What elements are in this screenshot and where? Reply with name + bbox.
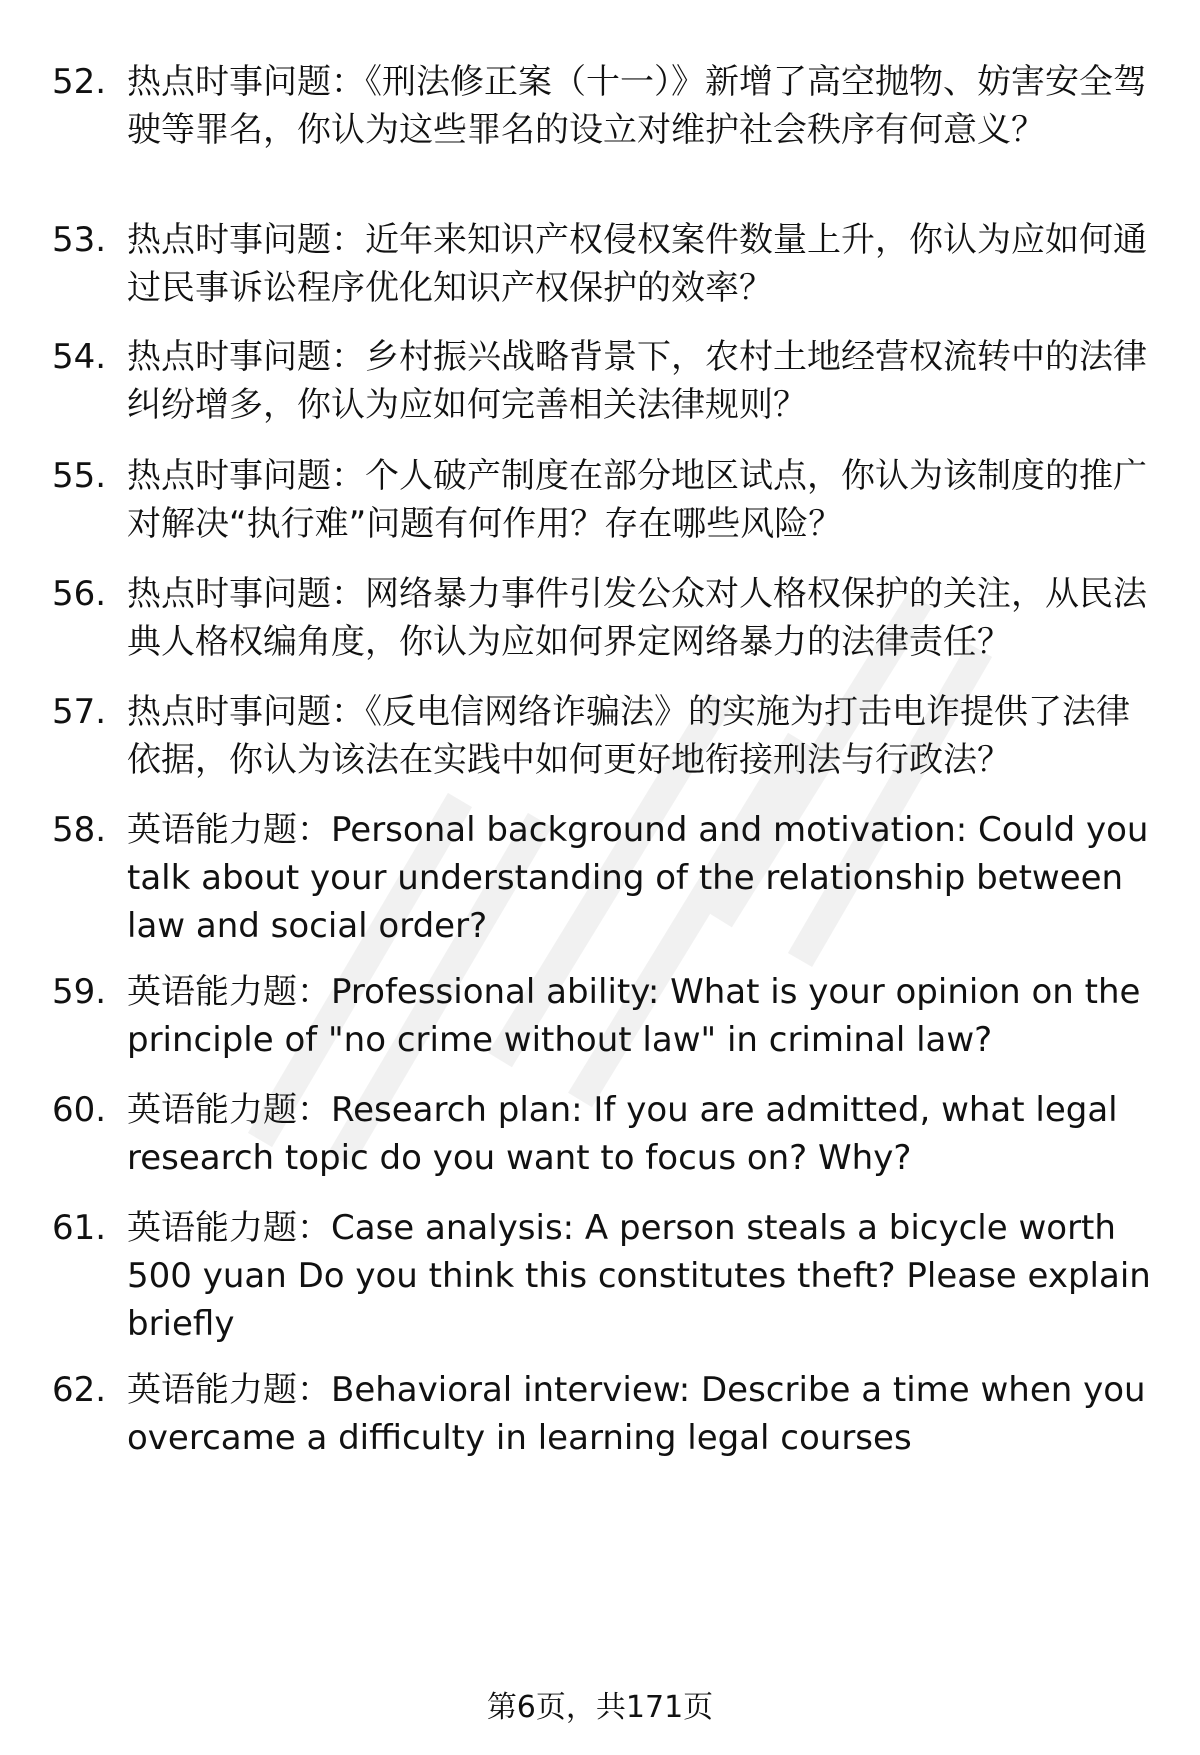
question-number: 53. (52, 220, 107, 260)
question-item (52, 1086, 1162, 1182)
question-text: 英语能力题：Personal background and motivation: Could you talk about your understanding of the relationship between law and social order? (127, 810, 1149, 946)
question-text: 热点时事问题：近年来知识产权侵权案件数量上升，你认为应如何通过民事诉讼程序优化知识产权保护的效率？ (127, 220, 1147, 308)
question-text: 热点时事问题：网络暴力事件引发公众对人格权保护的关注，从民法典人格权编角度，你认为应如何界定网络暴力的法律责任？ (127, 574, 1147, 662)
question-number: 55. (52, 456, 107, 496)
question-item (52, 58, 1162, 154)
question-item (52, 1204, 1162, 1348)
question-number: 52. (52, 62, 107, 102)
question-number: 59. (52, 972, 107, 1012)
question-number: 56. (52, 574, 107, 614)
question-item (52, 688, 1162, 784)
question-item (52, 1366, 1162, 1462)
question-number: 58. (52, 810, 107, 850)
question-number: 62. (52, 1370, 107, 1410)
question-number: 54. (52, 337, 107, 377)
question-text: 热点时事问题：《刑法修正案（十一）》新增了高空抛物、妨害安全驾驶等罪名，你认为这些罪名的设立对维护社会秩序有何意义？ (127, 62, 1147, 150)
question-text: 英语能力题：Case analysis: A person steals a bicycle worth 500 yuan Do you think this constitutes theft? Please explain briefly (127, 1208, 1151, 1344)
question-number: 57. (52, 692, 107, 732)
question-item (52, 570, 1162, 666)
question-text: 英语能力题：Research plan: If you are admitted, what legal research topic do you want to focus on? Why? (127, 1090, 1118, 1178)
question-number: 60. (52, 1090, 107, 1130)
question-text: 英语能力题：Behavioral interview: Describe a time when you overcame a difficulty in learning legal courses (127, 1370, 1146, 1458)
question-item (52, 452, 1162, 548)
page-number: 第6页，共171页 (486, 1690, 714, 1725)
question-text: 热点时事问题：《反电信网络诈骗法》的实施为打击电诈提供了法律依据，你认为该法在实践中如何更好地衔接刑法与行政法？ (127, 692, 1130, 780)
question-item (52, 333, 1162, 429)
question-item (52, 968, 1162, 1064)
question-item (52, 216, 1162, 312)
question-text: 英语能力题：Professional ability: What is your opinion on the principle of "no crime without law" in criminal law? (127, 972, 1141, 1060)
question-item (52, 806, 1162, 950)
question-text: 热点时事问题：个人破产制度在部分地区试点，你认为该制度的推广对解决“执行难”问题有何作用？存在哪些风险？ (127, 456, 1147, 544)
question-text: 热点时事问题：乡村振兴战略背景下，农村土地经营权流转中的法律纠纷增多，你认为应如何完善相关法律规则？ (127, 337, 1147, 425)
question-number: 61. (52, 1208, 107, 1248)
